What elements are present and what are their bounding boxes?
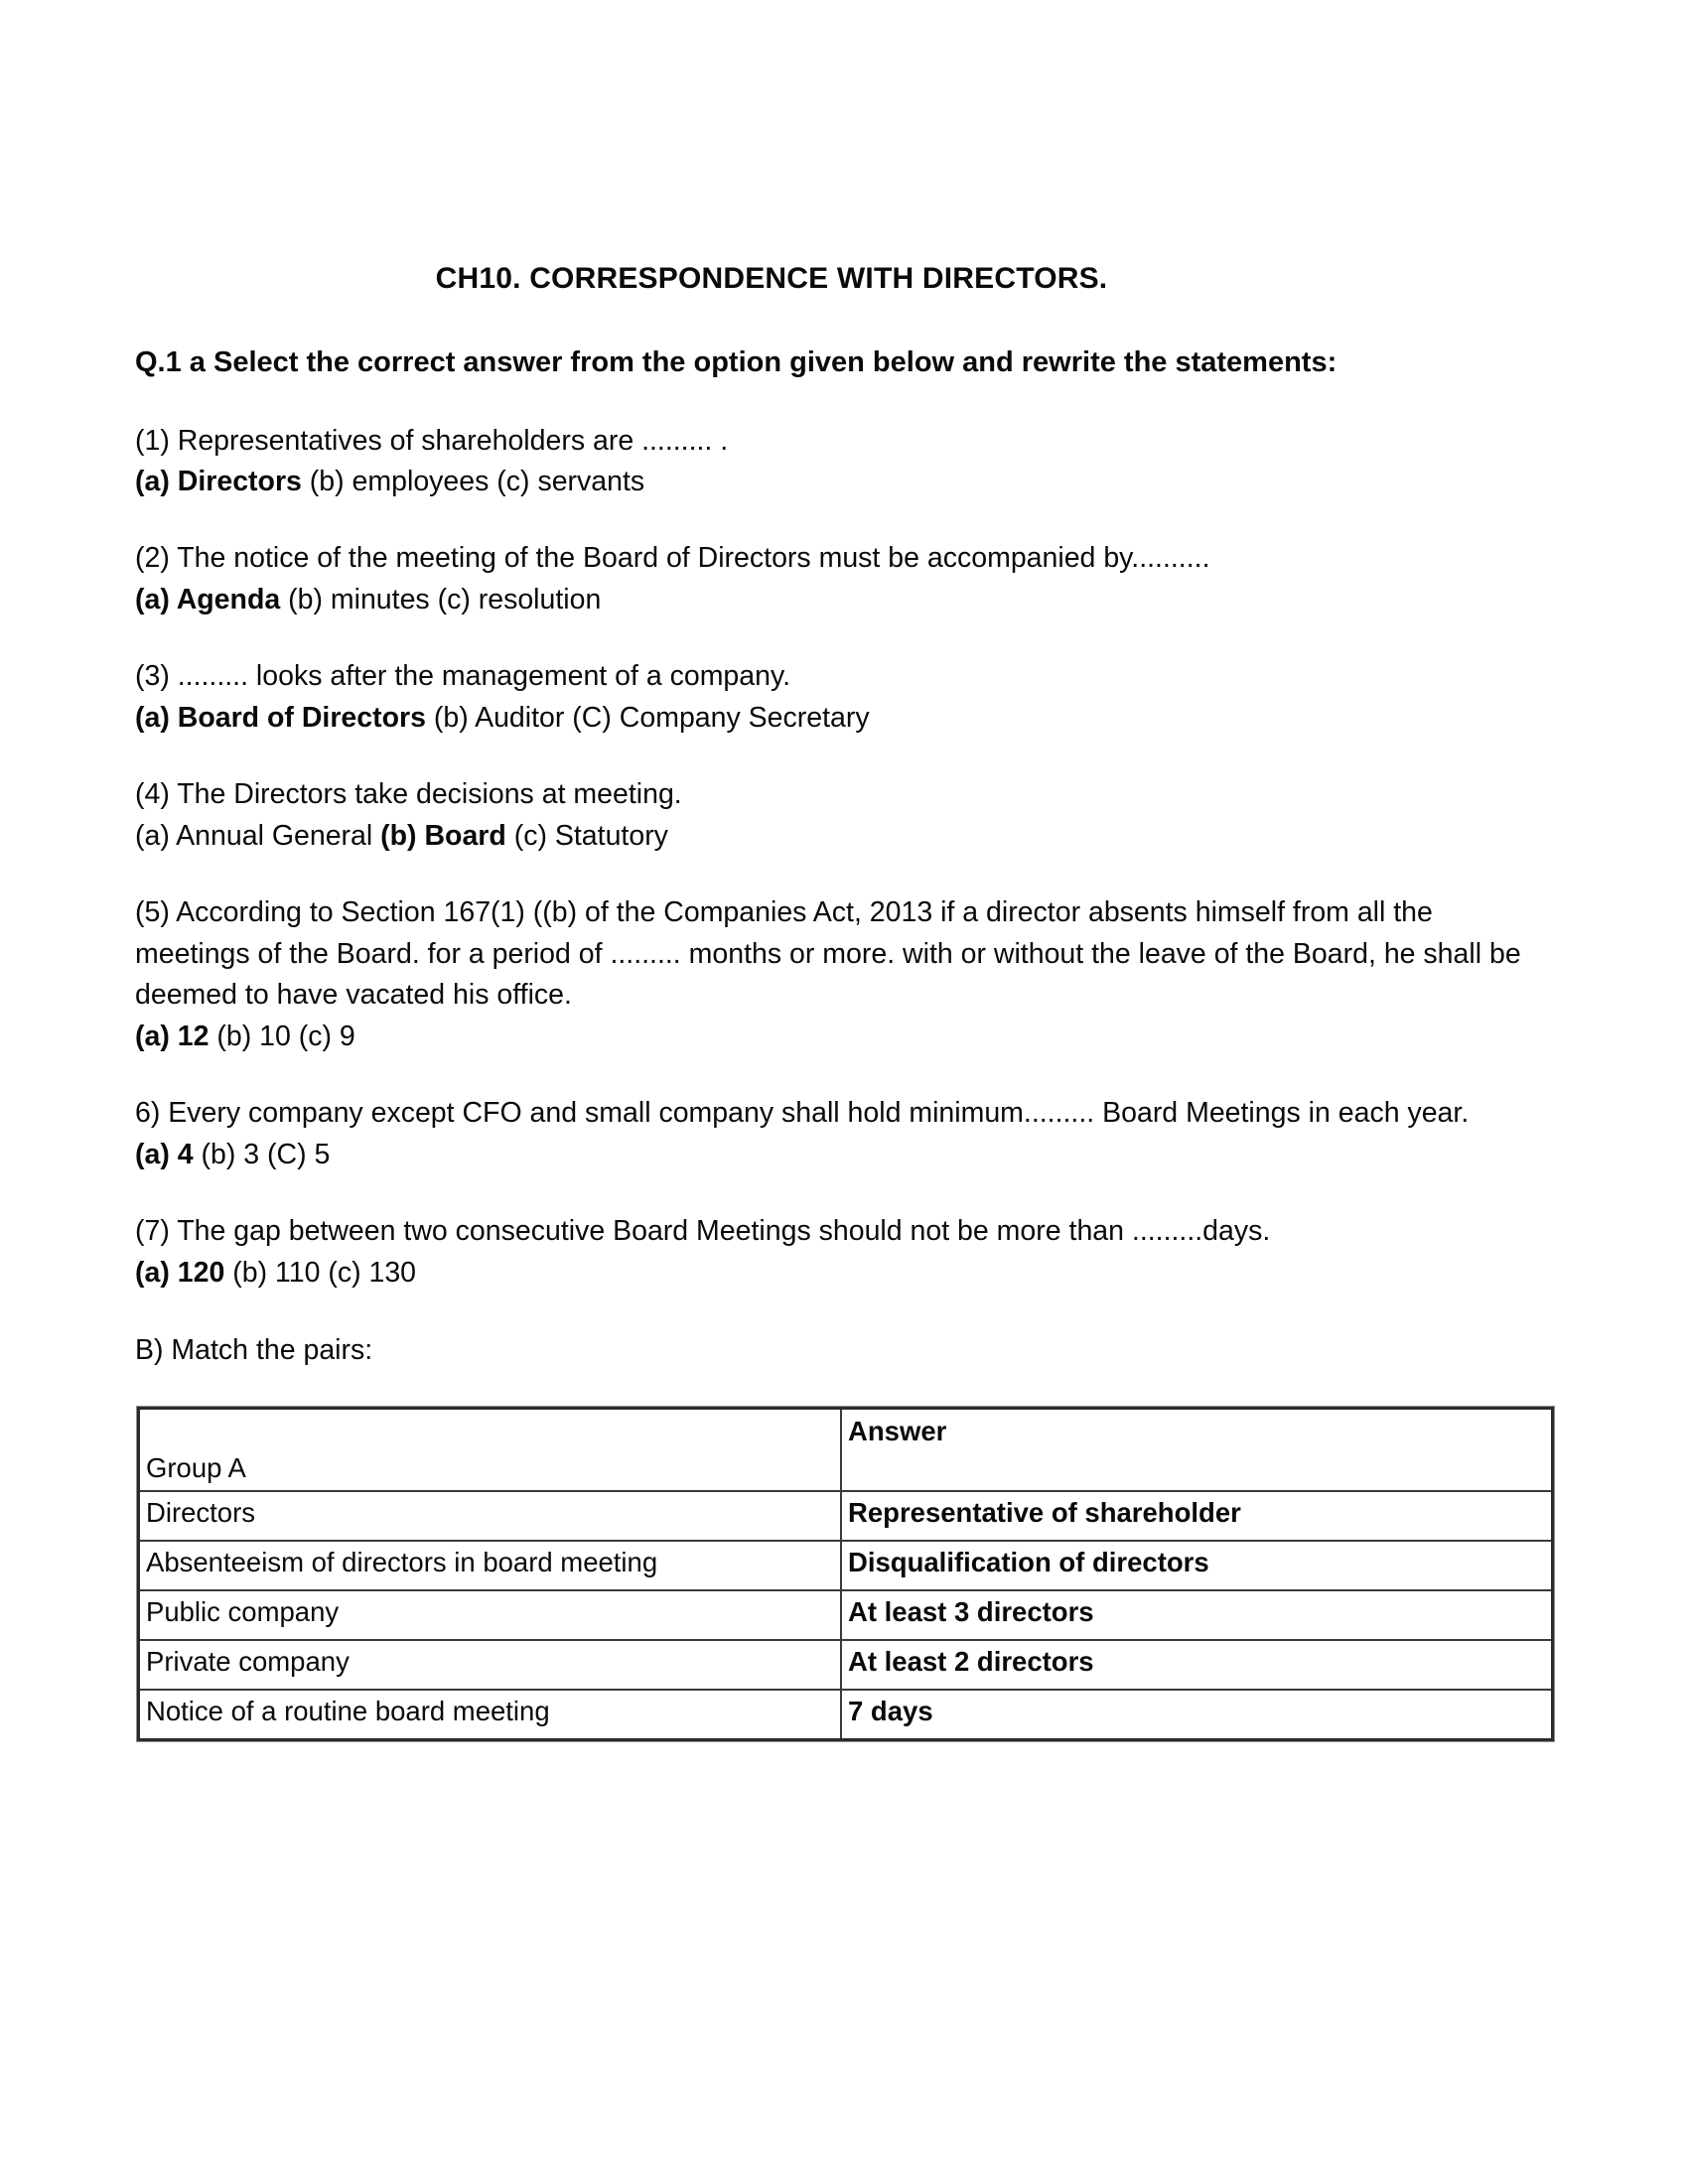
mcq-item-3 [135,656,1525,740]
mcq-correct-option: (a) 120 [135,1256,225,1289]
mcq-option-prefix: (a) Annual General [135,819,381,852]
cell-answer: Representative of shareholder [842,1492,1551,1542]
mcq-stem: (7) The gap between two consecutive Board Meetings should not be more than .........days. [135,1215,1271,1248]
mcq-options [135,1017,1525,1058]
mcq-option-suffix: (b) Auditor (C) Company Secretary [425,702,870,734]
mcq-correct-option: (a) 12 [135,1021,210,1053]
mcq-stem: (2) The notice of the meeting of the Board of Directors must be accompanied by.......... [135,542,1210,575]
mcq-item-5 [135,892,1525,1059]
page-title: CH10. CORRESPONDENCE WITH DIRECTORS. [435,262,1108,295]
cell-answer: Disqualification of directors [842,1542,1551,1591]
cell-answer: At least 2 directors [842,1641,1551,1691]
cell-answer: At least 3 directors [842,1591,1551,1641]
mcq-item-6 [135,1093,1525,1176]
mcq-option-suffix: (c) Statutory [505,819,668,852]
mcq-option-suffix: (b) 3 (C) 5 [193,1139,331,1171]
cell-group-a: Private company [140,1641,842,1691]
mcq-stem: (3) ......... looks after the management of a company. [135,660,791,693]
mcq-item-1 [135,421,1525,504]
match-pairs-table [137,1407,1554,1741]
mcq-option-suffix: (b) 10 (c) 9 [209,1021,355,1053]
document-content [135,260,1557,1741]
mcq-correct-option: (b) Board [380,819,506,852]
table-row [140,1542,1551,1591]
mcq-option-suffix: (b) minutes (c) resolution [280,584,602,616]
table-row [140,1591,1551,1641]
cell-group-a: Absenteeism of directors in board meeting [140,1542,842,1591]
mcq-options [135,698,1525,740]
mcq-correct-option: (a) Agenda [135,584,281,616]
mcq-options [135,462,1525,503]
table-row [140,1492,1551,1542]
mcq-option-suffix: (b) 110 (c) 130 [224,1256,417,1289]
mcq-options [135,816,1525,858]
mcq-option-suffix: (b) employees (c) servants [301,466,645,498]
question-1-heading: Q.1 a Select the correct answer from the option given below and rewrite the statements: [135,345,1337,378]
match-the-pairs-label: B) Match the pairs: [135,1333,373,1366]
mcq-stem: 6) Every company except CFO and small company shall hold minimum......... Board Meetings in each year. [135,1097,1470,1130]
table-row [140,1691,1551,1738]
mcq-correct-option: (a) 4 [135,1139,194,1171]
cell-answer: 7 days [842,1691,1551,1738]
mcq-item-7 [135,1211,1525,1295]
table-row [140,1641,1551,1691]
mcq-stem: (1) Representatives of shareholders are ......... . [135,424,729,457]
mcq-correct-option: (a) Board of Directors [135,702,426,734]
column-header-answer: Answer [842,1410,1551,1492]
cell-group-a: Public company [140,1591,842,1641]
mcq-options [135,580,1525,621]
cell-group-a: Notice of a routine board meeting [140,1691,842,1738]
mcq-options [135,1135,1525,1176]
mcq-item-2 [135,538,1525,621]
mcq-stem: (5) According to Section 167(1) ((b) of the Companies Act, 2013 if a director absents himself from all the meetings of the Board. for a period of ......... months or more. with or without the leave of the Board, he shall be deemed to have vacated his office. [135,895,1521,1012]
mcq-options [135,1253,1525,1295]
mcq-correct-option: (a) Directors [135,466,302,498]
table-header-row [140,1410,1551,1492]
mcq-stem: (4) The Directors take decisions at meeting. [135,777,682,810]
cell-group-a: Directors [140,1492,842,1542]
mcq-item-4 [135,774,1525,858]
column-header-group-a: Group A [140,1410,842,1492]
